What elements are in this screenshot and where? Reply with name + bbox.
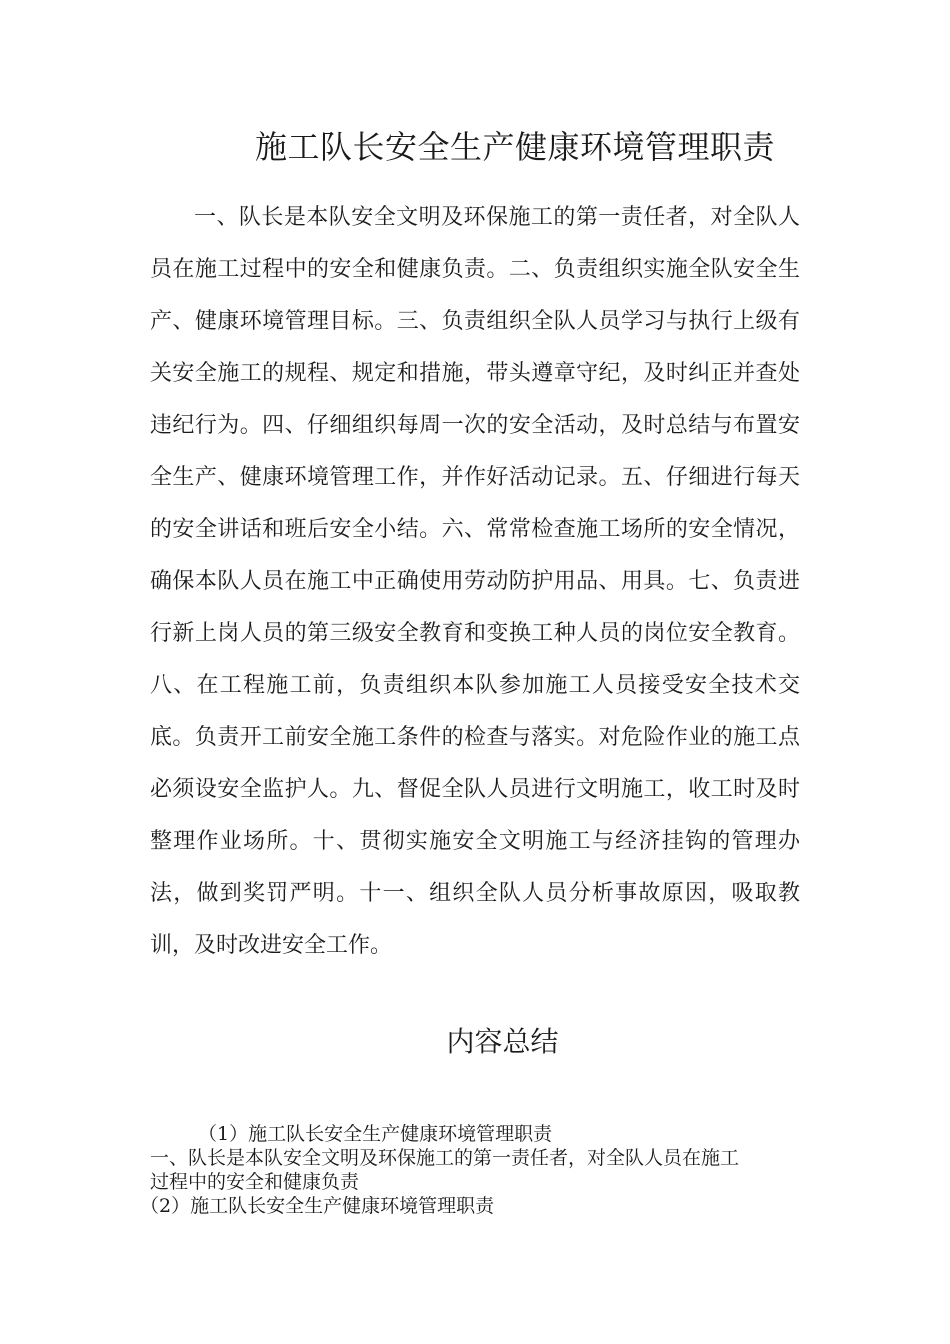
document-body [150,192,800,972]
body-line: 全生产、健康环境管理工作，并作好活动记录。五、仔细进行每天 [150,465,800,490]
body-line: 八、在工程施工前，负责组织本队参加施工人员接受安全技术交 [150,673,800,698]
body-line: 一、队长是本队安全文明及环保施工的第一责任者，对全队人 [194,205,800,230]
body-line: 确保本队人员在施工中正确使用劳动防护用品、用具。七、负责进 [150,569,800,594]
summary-block [140,1122,810,1218]
summary-heading: 内容总结 [446,1025,559,1058]
body-line: 整理作业场所。十、贯彻实施安全文明施工与经济挂钩的管理办 [150,829,800,854]
body-line: 违纪行为。四、仔细组织每周一次的安全活动，及时总结与布置安 [150,413,800,438]
body-line: 员在施工过程中的安全和健康负责。二、负责组织实施全队安全生 [150,257,800,282]
body-line: 法，做到奖罚严明。十一、组织全队人员分析事故原因，吸取教 [150,881,800,906]
summary-line: 一、队长是本队安全文明及环保施工的第一责任者，对全队人员在施工 [150,1147,740,1169]
body-line: 必须设安全监护人。九、督促全队人员进行文明施工，收工时及时 [150,777,800,802]
body-line: 训，及时改进安全工作。 [150,933,393,958]
body-line: 行新上岗人员的第三级安全教育和变换工种人员的岗位安全教育。 [150,621,800,646]
body-line: 产、健康环境管理目标。三、负责组织全队人员学习与执行上级有 [150,309,800,334]
body-line: 底。负责开工前安全施工条件的检查与落实。对危险作业的施工点 [150,725,800,750]
summary-line: （2）施工队长安全生产健康环境管理职责 [140,1195,495,1217]
summary-line: （1）施工队长安全生产健康环境管理职责 [198,1123,553,1145]
document-title: 施工队长安全生产健康环境管理职责 [254,128,775,166]
body-line: 的安全讲话和班后安全小结。六、常常检查施工场所的安全情况， [150,517,800,542]
body-line: 关安全施工的规程、规定和措施，带头遵章守纪，及时纠正并查处 [150,361,800,386]
summary-line: 过程中的安全和健康负责 [150,1171,360,1193]
